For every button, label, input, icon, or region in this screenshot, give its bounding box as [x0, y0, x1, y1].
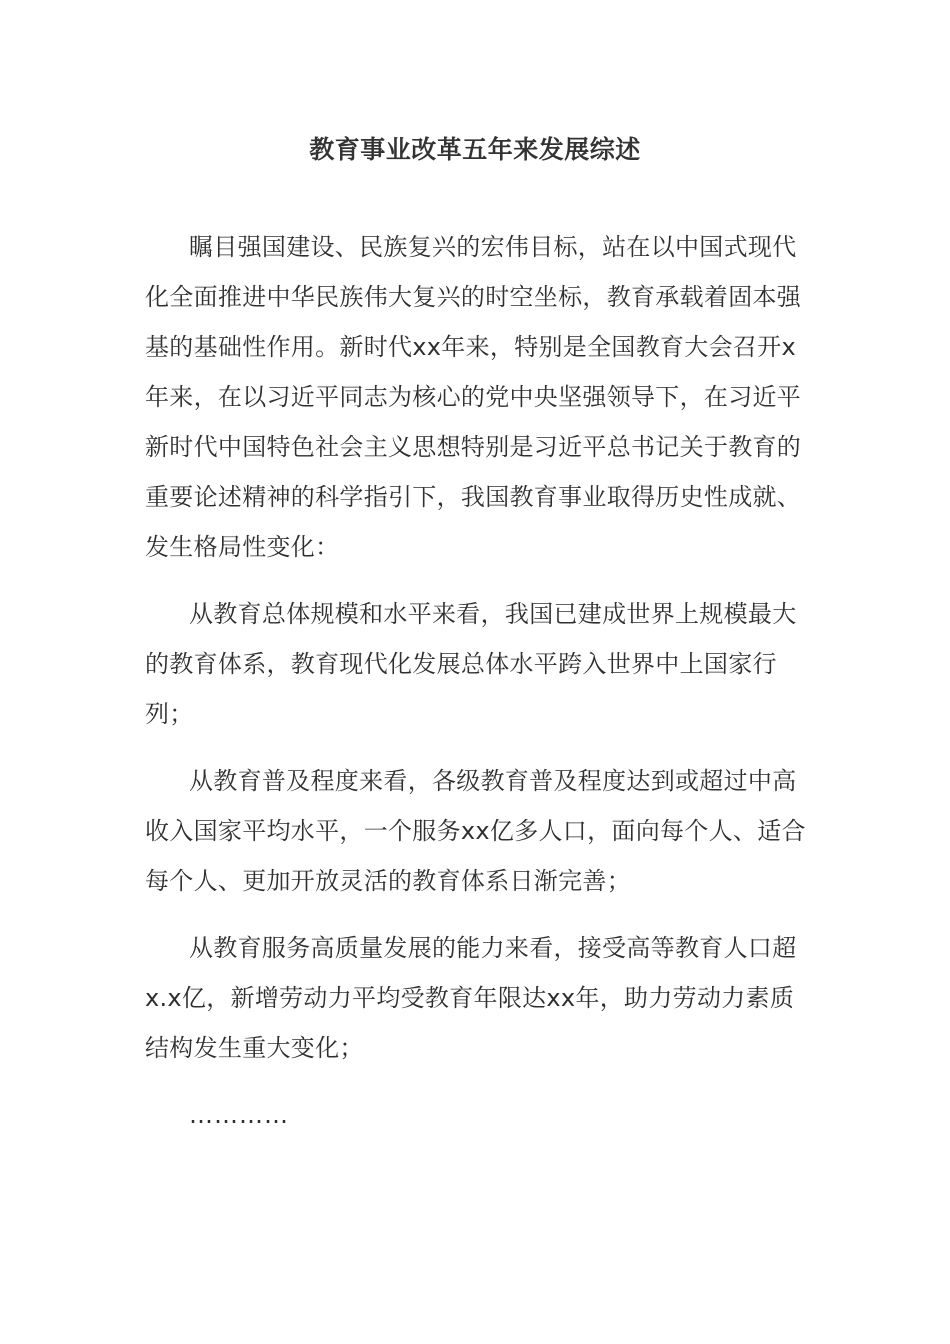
paragraph-popularization: 从教育普及程度来看，各级教育普及程度达到或超过中高收入国家平均水平，一个服务xx亿多人口，面向每个人、适合每个人、更加开放灵活的教育体系日渐完善； — [145, 767, 806, 895]
paragraph-intro: 瞩目强国建设、民族复兴的宏伟目标，站在以中国式现代化全面推进中华民族伟大复兴的时空坐标，教育承载着固本强基的基础性作用。新时代xx年来，特别是全国教育大会召开x年来，在以习近平同志为核心的党中央坚强领导下，在习近平新时代中国特色社会主义思想特别是习近平总书记关于教育的重要论述精神的科学指引下，我国教育事业取得历史性成就、发生格局性变化： — [145, 233, 802, 561]
paragraph-capacity: 从教育服务高质量发展的能力来看，接受高等教育人口超x.x亿，新增劳动力平均受教育年限达xx年，助力劳动力素质结构发生重大变化； — [145, 934, 797, 1062]
paragraph-scale: 从教育总体规模和水平来看，我国已建成世界上规模最大的教育体系，教育现代化发展总体水平跨入世界中上国家行列； — [145, 600, 797, 728]
document-body — [145, 222, 810, 1140]
paragraph-ellipsis: ………… — [189, 1101, 289, 1129]
document-title: 教育事业改革五年来发展综述 — [309, 135, 641, 164]
